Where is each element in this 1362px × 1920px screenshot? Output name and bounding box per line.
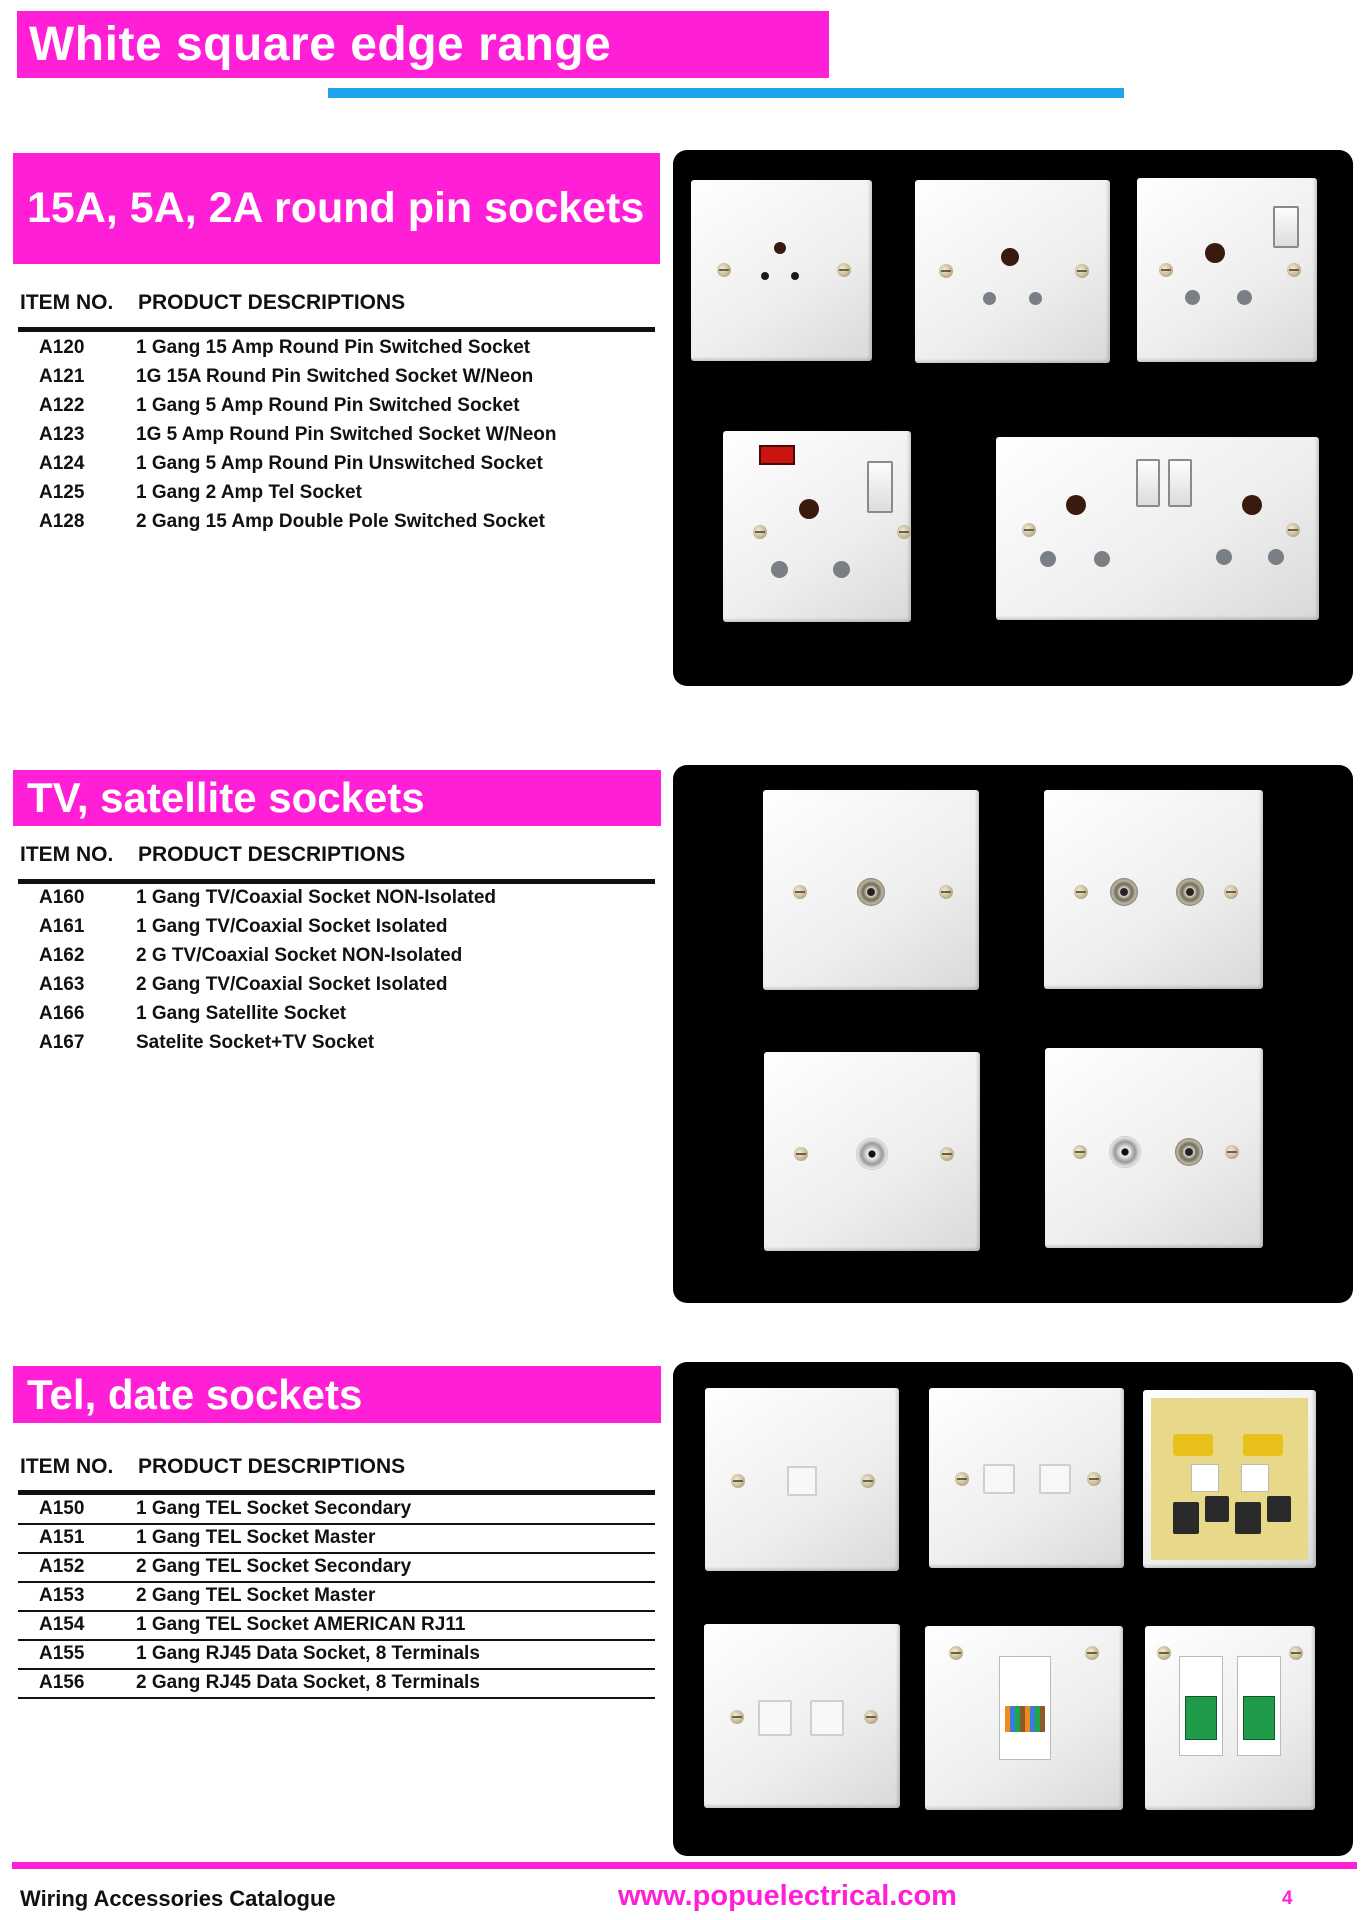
product-photo-round-pin-sockets <box>673 150 1353 686</box>
rj-port-icon <box>787 1466 817 1496</box>
screw-icon <box>794 1147 808 1161</box>
screw-icon <box>1224 885 1238 899</box>
socket-plate <box>1045 1048 1263 1248</box>
column-header-item-no: ITEM NO. <box>20 1455 114 1478</box>
item-code: A156 <box>39 1672 85 1693</box>
screw-icon <box>1286 523 1300 537</box>
terminal-block-icon <box>1267 1496 1291 1522</box>
item-description: 2 Gang TV/Coaxial Socket Isolated <box>136 974 448 995</box>
satellite-connector-icon <box>856 1138 888 1170</box>
screw-icon <box>1074 885 1088 899</box>
rocker-switch-icon <box>1273 206 1299 248</box>
socket-back-pcb <box>1143 1390 1316 1568</box>
screw-icon <box>717 263 731 277</box>
rj-port-icon <box>810 1700 844 1736</box>
item-description: 1 Gang 5 Amp Round Pin Switched Socket <box>136 395 520 416</box>
item-description: 1 Gang 5 Amp Round Pin Unswitched Socket <box>136 453 543 474</box>
item-description: 1 Gang 2 Amp Tel Socket <box>136 482 362 503</box>
screw-icon <box>897 525 911 539</box>
pin-icon <box>1237 290 1252 305</box>
screw-icon <box>837 263 851 277</box>
item-description: 1 Gang Satellite Socket <box>136 1003 347 1024</box>
coaxial-connector-icon <box>1176 878 1204 906</box>
item-description: Satelite Socket+TV Socket <box>136 1032 375 1053</box>
item-description: 1G 5 Amp Round Pin Switched Socket W/Neon <box>136 424 557 445</box>
screw-icon <box>730 1710 744 1724</box>
terminal-block-icon <box>1173 1502 1199 1534</box>
screw-icon <box>939 885 953 899</box>
list-item <box>18 1001 655 1030</box>
list-item <box>18 1525 655 1554</box>
list-item <box>18 509 655 538</box>
item-code: A155 <box>39 1643 85 1664</box>
coaxial-connector-icon <box>857 878 885 906</box>
product-list <box>18 885 655 1059</box>
earth-pin-icon <box>1066 495 1086 515</box>
item-description: 2 Gang 15 Amp Double Pole Switched Socket <box>136 511 545 532</box>
item-code: A123 <box>39 424 85 445</box>
section-heading-round-pin: 15A, 5A, 2A round pin sockets <box>13 153 660 264</box>
screw-icon <box>955 1472 969 1486</box>
pin-icon <box>1029 292 1042 305</box>
item-code: A160 <box>39 887 85 908</box>
screw-icon <box>1073 1145 1087 1159</box>
screw-icon <box>793 885 807 899</box>
pin-icon <box>1268 549 1284 565</box>
item-description: 1 Gang TEL Socket AMERICAN RJ11 <box>136 1614 466 1635</box>
pin-icon <box>771 561 788 578</box>
page-title: White square edge range <box>17 11 829 78</box>
catalogue-name: Wiring Accessories Catalogue <box>20 1886 336 1911</box>
item-code: A128 <box>39 511 85 532</box>
item-code: A150 <box>39 1498 85 1519</box>
socket-plate <box>915 180 1110 363</box>
item-description: 2 Gang RJ45 Data Socket, 8 Terminals <box>136 1672 480 1693</box>
list-item <box>18 451 655 480</box>
terminal-wires-icon <box>1005 1706 1045 1732</box>
header-rule <box>18 879 655 884</box>
screw-icon <box>731 1474 745 1488</box>
socket-plate <box>691 180 872 361</box>
product-list <box>18 1496 655 1699</box>
item-description: 1 Gang TV/Coaxial Socket Isolated <box>136 916 448 937</box>
column-header-descriptions: PRODUCT DESCRIPTIONS <box>138 843 406 866</box>
satellite-connector-icon <box>1109 1136 1141 1168</box>
rj-port-icon <box>1039 1464 1071 1494</box>
page-number: 4 <box>1282 1888 1293 1909</box>
screw-icon <box>1087 1472 1101 1486</box>
socket-plate <box>1137 178 1317 362</box>
earth-pin-icon <box>774 242 786 254</box>
item-code: A120 <box>39 337 85 358</box>
screw-icon <box>1022 523 1036 537</box>
list-item <box>18 1554 655 1583</box>
socket-back-rj45 <box>1145 1626 1315 1810</box>
screw-icon <box>1289 1646 1303 1660</box>
section-heading-tel-data: Tel, date sockets <box>13 1366 661 1423</box>
earth-pin-icon <box>799 499 819 519</box>
product-list <box>18 335 655 538</box>
rj-module-icon <box>1191 1464 1219 1492</box>
screw-icon <box>949 1646 963 1660</box>
rocker-switch-icon <box>1136 459 1160 507</box>
socket-plate <box>764 1052 980 1251</box>
item-code: A166 <box>39 1003 85 1024</box>
pin-icon <box>833 561 850 578</box>
screw-icon <box>1075 264 1089 278</box>
pin-icon <box>1094 551 1110 567</box>
socket-plate <box>996 437 1319 620</box>
list-item <box>18 364 655 393</box>
socket-plate <box>705 1388 899 1571</box>
rocker-switch-icon <box>1168 459 1192 507</box>
item-description: 1 Gang TEL Socket Secondary <box>136 1498 412 1519</box>
item-description: 1 Gang TEL Socket Master <box>136 1527 376 1548</box>
item-code: A152 <box>39 1556 85 1577</box>
terminal-block-icon <box>1205 1496 1229 1522</box>
list-item <box>18 943 655 972</box>
item-code: A124 <box>39 453 85 474</box>
screw-icon <box>1225 1145 1239 1159</box>
screw-icon <box>940 1147 954 1161</box>
screw-icon <box>939 264 953 278</box>
column-header-descriptions: PRODUCT DESCRIPTIONS <box>138 1455 406 1478</box>
socket-plate <box>929 1388 1124 1568</box>
item-code: A163 <box>39 974 85 995</box>
item-description: 1 Gang TV/Coaxial Socket NON-Isolated <box>136 887 497 908</box>
list-item <box>18 1496 655 1525</box>
list-item <box>18 422 655 451</box>
pin-icon <box>1040 551 1056 567</box>
column-header-item-no: ITEM NO. <box>20 843 114 866</box>
neon-indicator-icon <box>759 445 795 465</box>
list-item <box>18 972 655 1001</box>
list-item <box>18 1641 655 1670</box>
column-headers <box>20 843 406 867</box>
screw-icon <box>1287 263 1301 277</box>
list-item <box>18 885 655 914</box>
pin-icon <box>1185 290 1200 305</box>
socket-plate <box>1044 790 1263 989</box>
item-description: 1 Gang 15 Amp Round Pin Switched Socket <box>136 337 531 358</box>
header-rule <box>18 327 655 332</box>
item-description: 1 Gang RJ45 Data Socket, 8 Terminals <box>136 1643 480 1664</box>
list-item <box>18 393 655 422</box>
rj-port-icon <box>983 1464 1015 1494</box>
capacitor-icon <box>1173 1434 1213 1456</box>
terminal-block-icon <box>1243 1696 1275 1740</box>
website-link[interactable]: www.popuelectrical.com <box>618 1880 957 1912</box>
list-item <box>18 1030 655 1059</box>
product-photo-tv-satellite-sockets <box>673 765 1353 1303</box>
item-code: A161 <box>39 916 85 937</box>
item-description: 2 G TV/Coaxial Socket NON-Isolated <box>136 945 463 966</box>
item-description: 1G 15A Round Pin Switched Socket W/Neon <box>136 366 534 387</box>
pin-icon <box>761 272 769 280</box>
pin-icon <box>1216 549 1232 565</box>
screw-icon <box>1159 263 1173 277</box>
title-underline <box>328 88 1124 98</box>
item-code: A154 <box>39 1614 85 1635</box>
list-item <box>18 335 655 364</box>
item-code: A153 <box>39 1585 85 1606</box>
section-heading-tv-satellite: TV, satellite sockets <box>13 770 661 826</box>
socket-plate <box>723 431 911 622</box>
rj-module-icon <box>1241 1464 1269 1492</box>
list-item <box>18 1670 655 1699</box>
socket-back-rj45 <box>925 1626 1123 1810</box>
terminal-block-icon <box>1235 1502 1261 1534</box>
coaxial-connector-icon <box>1110 878 1138 906</box>
item-code: A151 <box>39 1527 85 1548</box>
coaxial-connector-icon <box>1175 1138 1203 1166</box>
list-item <box>18 1612 655 1641</box>
list-item <box>18 480 655 509</box>
earth-pin-icon <box>1001 248 1019 266</box>
item-description: 2 Gang TEL Socket Master <box>136 1585 376 1606</box>
socket-plate <box>704 1624 900 1808</box>
rj-port-icon <box>758 1700 792 1736</box>
earth-pin-icon <box>1205 243 1225 263</box>
item-code: A162 <box>39 945 85 966</box>
item-description: 2 Gang TEL Socket Secondary <box>136 1556 412 1577</box>
circuit-board-icon <box>1151 1398 1308 1560</box>
list-item <box>18 1583 655 1612</box>
screw-icon <box>864 1710 878 1724</box>
rocker-switch-icon <box>867 461 893 513</box>
screw-icon <box>753 525 767 539</box>
screw-icon <box>1085 1646 1099 1660</box>
footer-rule <box>12 1862 1357 1869</box>
column-headers <box>20 1455 406 1479</box>
column-header-item-no: ITEM NO. <box>20 291 114 314</box>
item-code: A167 <box>39 1032 85 1053</box>
item-code: A121 <box>39 366 85 387</box>
item-code: A125 <box>39 482 85 503</box>
screw-icon <box>1157 1646 1171 1660</box>
pin-icon <box>983 292 996 305</box>
item-code: A122 <box>39 395 85 416</box>
terminal-block-icon <box>1185 1696 1217 1740</box>
pin-icon <box>791 272 799 280</box>
column-headers <box>20 291 406 315</box>
header-rule <box>18 1490 655 1495</box>
capacitor-icon <box>1243 1434 1283 1456</box>
list-item <box>18 914 655 943</box>
product-photo-tel-data-sockets <box>673 1362 1353 1856</box>
socket-plate <box>763 790 979 990</box>
column-header-descriptions: PRODUCT DESCRIPTIONS <box>138 291 406 314</box>
screw-icon <box>861 1474 875 1488</box>
earth-pin-icon <box>1242 495 1262 515</box>
